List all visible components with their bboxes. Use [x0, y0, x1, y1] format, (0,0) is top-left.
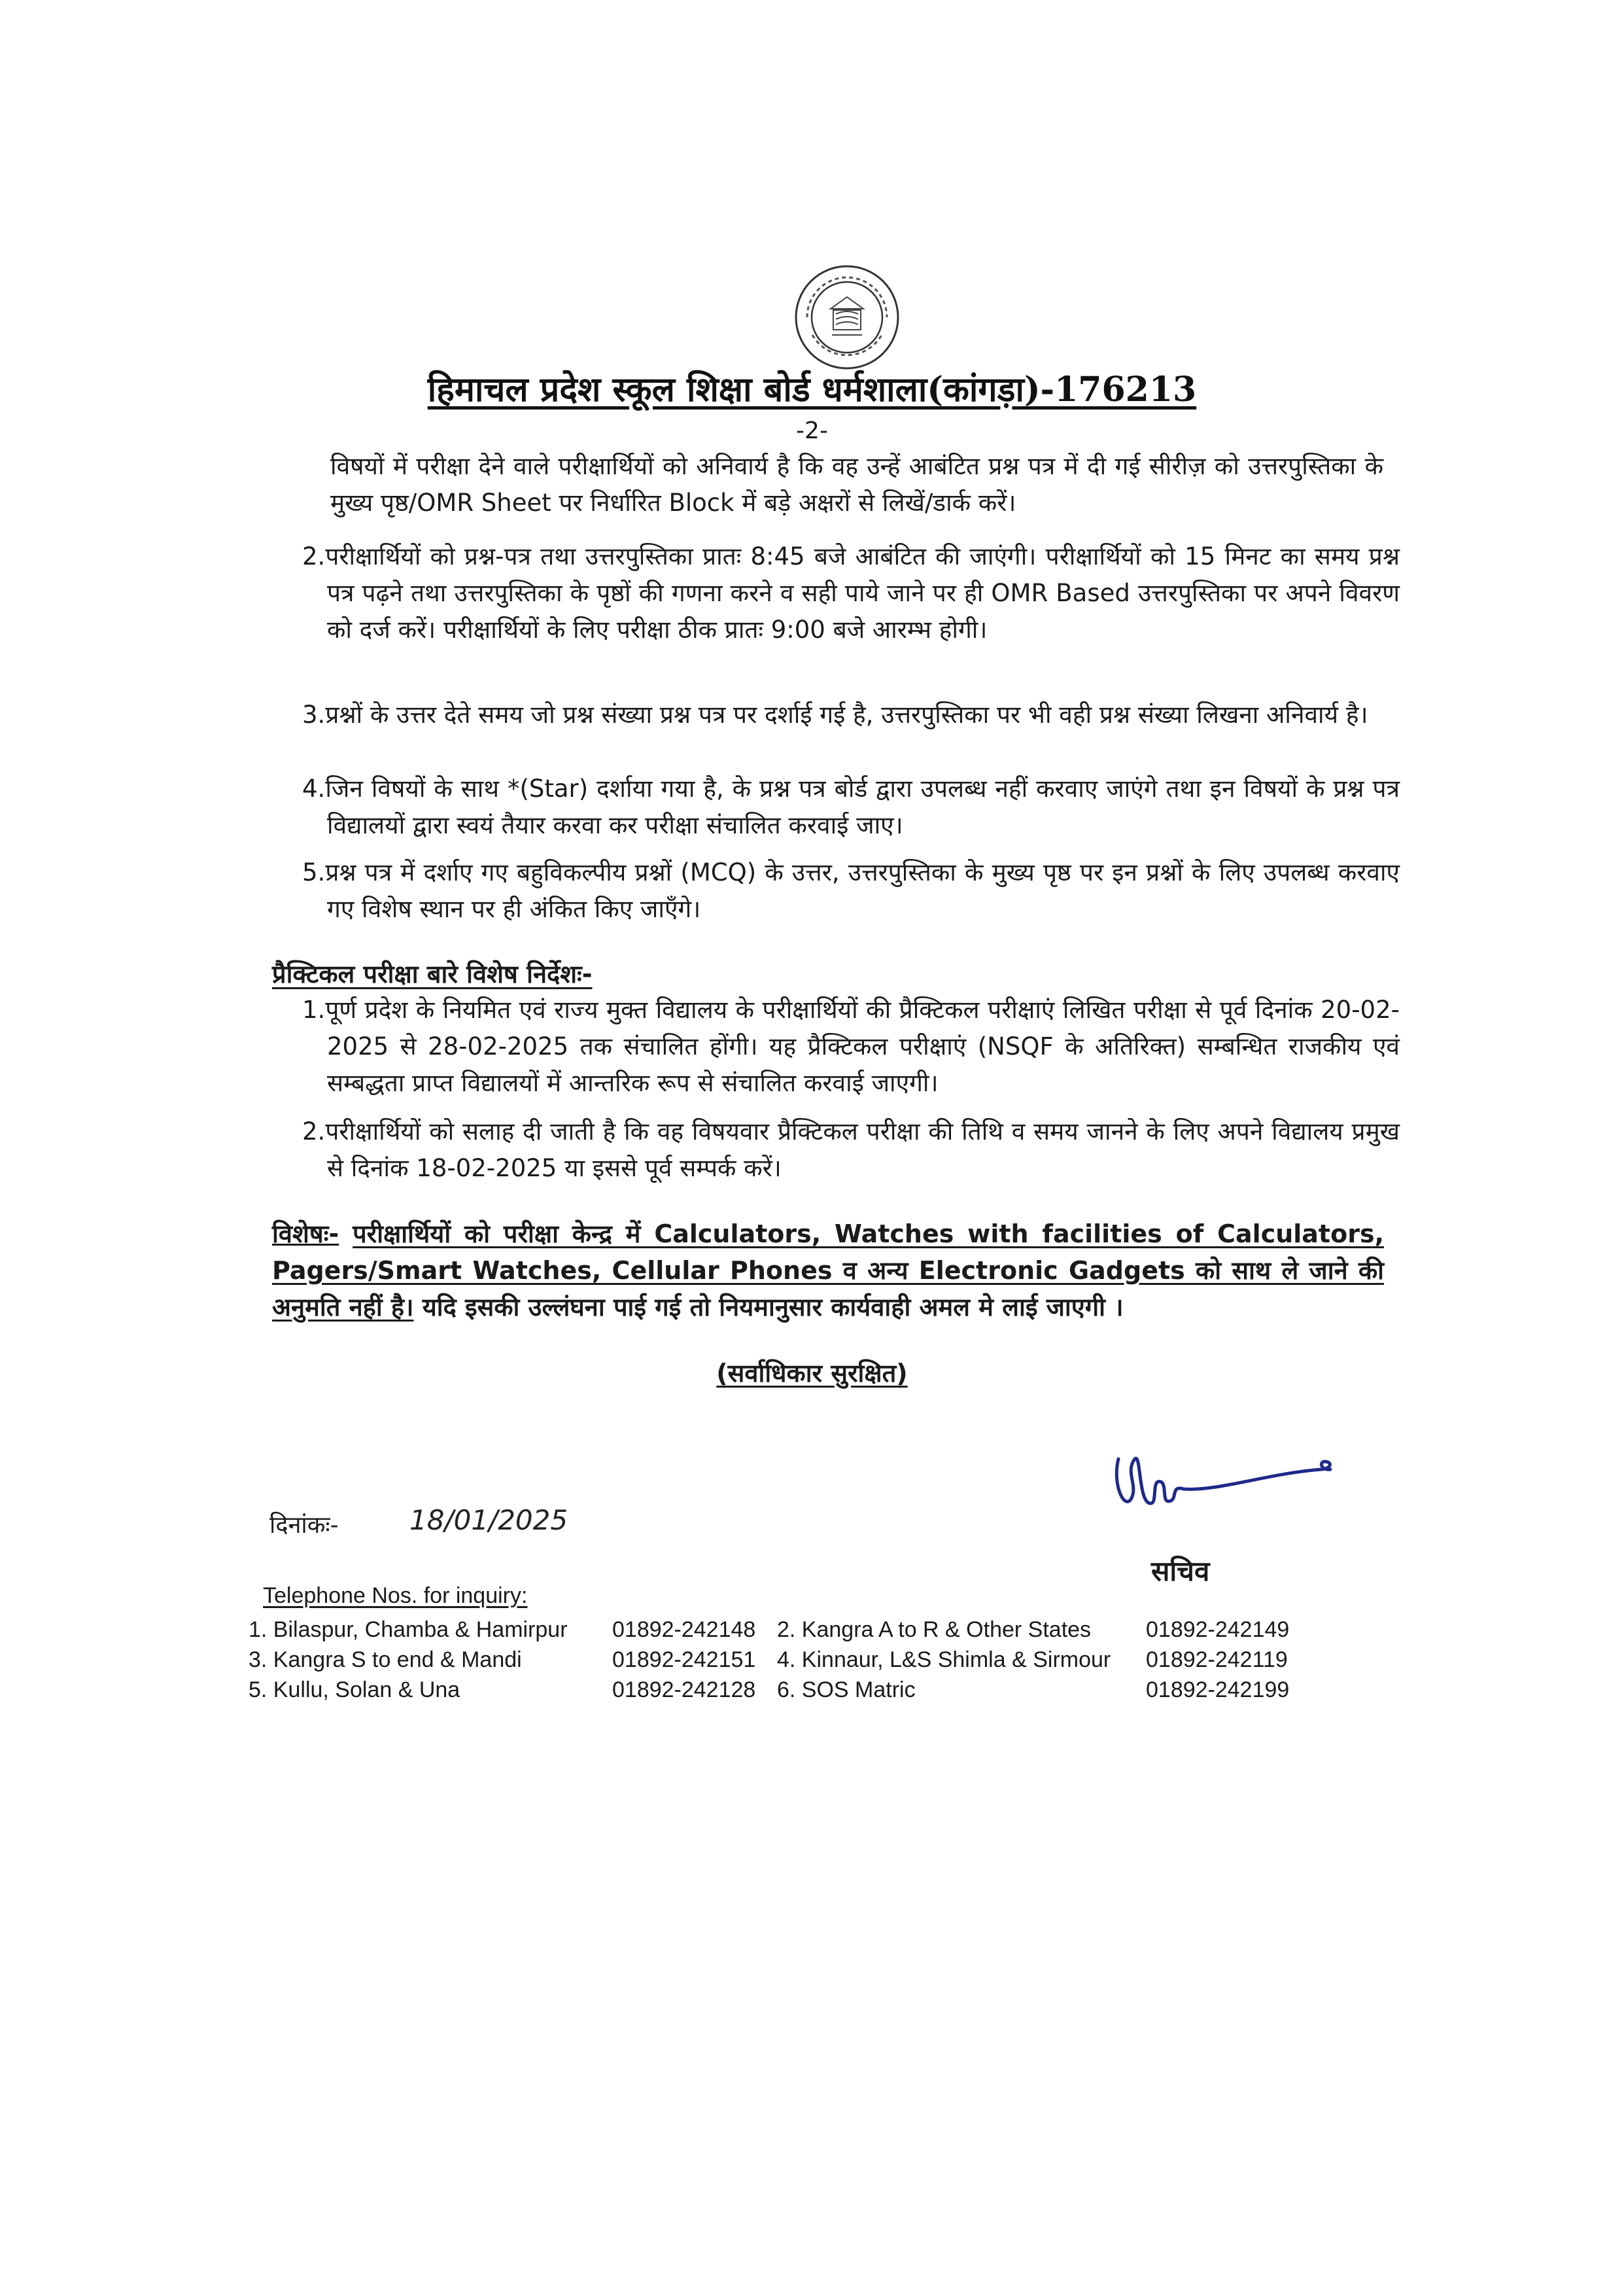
region-name: 1. Bilaspur, Chamba & Hamirpur [249, 1617, 568, 1642]
region-name: 4. Kinnaur, L&S Shimla & Sirmour [777, 1647, 1111, 1672]
notice-body: परीक्षार्थियों को परीक्षा केन्द्र में Calculators, Watches with facilities of Calculators, Pagers/Smart Watches, Cellular Phones व अन्य Electronic Gadgets को साथ ले जाने की अनुमति नहीं है। [272, 1219, 1384, 1322]
item-text: परीक्षार्थियों को प्रश्न-पत्र तथा उत्तरपुस्तिका प्रातः 8:45 बजे आबंटित की जाएंगी। परीक्षार्थियों को 15 मिनट का समय प्रश्न पत्र पढ़ने तथा उत्तरपुस्तिका के पृष्ठों की गणना करने व सही पाये जाने पर ही OMR Based उत्तरपुस्तिका पर अपने विवरण को दर्ज करें। परीक्षार्थियों के लिए परीक्षा ठीक प्रातः 9:00 बजे आरम्भ होगी। [325, 542, 1400, 644]
item-number: 1. [302, 996, 326, 1024]
item-number: 2. [302, 1117, 326, 1146]
board-seal-icon [793, 263, 901, 372]
item-text: प्रश्न पत्र में दर्शाए गए बहुविकल्पीय प्रश्नों (MCQ) के उत्तर, उत्तरपुस्तिका के मुख्य पृष्ठ पर इन प्रश्नों के लिए उपलब्ध करवाए गए विशेष स्थान पर ही अंकित किए जाएँगे। [325, 858, 1400, 923]
date-label: दिनांकः- [269, 1512, 339, 1539]
region-name: 5. Kullu, Solan & Una [249, 1677, 460, 1702]
practical-item [302, 1113, 1400, 1187]
signature [1105, 1433, 1354, 1531]
page-title: हिमाचल प्रदेश स्कूल शिक्षा बोर्ड धर्मशाला(कांगड़ा)-176213 [427, 370, 1197, 410]
item-text: पूर्ण प्रदेश के नियमित एवं राज्य मुक्त विद्यालय के परीक्षार्थियों की प्रैक्टिकल परीक्षाएं लिखित परीक्षा से पूर्व दिनांक 20-02-2025 से 28-02-2025 तक संचालित होंगी। यह प्रैक्टिकल परीक्षाएं (NSQF के अतिरिक्त) सम्बन्धित राजकीय एवं सम्बद्धता प्राप्त विद्यालयों में आन्तरिक रूप से संचालित करवाई जाएगी। [325, 996, 1400, 1097]
instruction-item [302, 538, 1400, 648]
instruction-item [302, 771, 1400, 844]
handwritten-date [406, 1498, 568, 1540]
page-number: -2- [796, 417, 828, 444]
seal-graphic [793, 263, 901, 372]
instruction-item [302, 854, 1400, 928]
phone-number: 01892-242148 [612, 1617, 756, 1642]
phone-title: Telephone Nos. for inquiry: [263, 1583, 528, 1608]
phone-number: 01892-242149 [1146, 1617, 1290, 1642]
date-value: 18/01/2025 [409, 1504, 568, 1536]
phone-number: 01892-242151 [612, 1647, 756, 1672]
practical-item [302, 992, 1400, 1102]
notice-label: विशेषः- [272, 1219, 339, 1248]
phone-number: 01892-242128 [612, 1677, 756, 1702]
region-name: 2. Kangra A to R & Other States [777, 1617, 1092, 1642]
rights-reserved: (सर्वाधिकार सुरक्षित) [716, 1359, 908, 1388]
phone-number: 01892-242199 [1146, 1677, 1290, 1702]
item-text: जिन विषयों के साथ *(Star) दर्शाया गया है, के प्रश्न पत्र बोर्ड द्वारा उपलब्ध नहीं करवाए जाएंगे तथा इन विषयों के प्रश्न पत्र विद्यालयों द्वारा स्वयं तैयार करवा कर परीक्षा संचालित करवाई जाए। [325, 775, 1400, 839]
item-text: प्रश्नों के उत्तर देते समय जो प्रश्न संख्या प्रश्न पत्र पर दर्शाई गई है, उत्तरपुस्तिका पर भी वही प्रश्न संख्या लिखना अनिवार्य है। [325, 701, 1368, 729]
special-notice [272, 1216, 1384, 1325]
instruction-item [302, 697, 1400, 733]
instruction-continuation: विषयों में परीक्षा देने वाले परीक्षार्थियों को अनिवार्य है कि वह उन्हें आबंटित प्रश्न पत्र में दी गई सीरीज़ को उत्तरपुस्तिका के मुख्य पृष्ठ/OMR Sheet पर निर्धारित Block में बड़े अक्षरों से लिखें/डार्क करें। [330, 452, 1383, 517]
region-name: 6. SOS Matric [777, 1677, 916, 1702]
item-number: 3. [302, 701, 326, 729]
phone-number: 01892-242119 [1146, 1647, 1288, 1672]
item-number: 2. [302, 542, 326, 570]
secretary-title: सचिव [1151, 1555, 1210, 1587]
item-number: 4. [302, 775, 326, 803]
item-text: परीक्षार्थियों को सलाह दी जाती है कि वह विषयवार प्रैक्टिकल परीक्षा की तिथि व समय जानने के लिए अपने विद्यालय प्रमुख से दिनांक 18-02-2025 या इससे पूर्व सम्पर्क करें। [325, 1117, 1400, 1182]
item-number: 5. [302, 858, 326, 886]
practical-heading: प्रैक्टिकल परीक्षा बारे विशेष निर्देशः- [272, 960, 593, 989]
notice-tail: यदि इसकी उल्लंघना पाई गई तो नियमानुसार कार्यवाही अमल मे लाई जाएगी । [422, 1293, 1124, 1322]
region-name: 3. Kangra S to end & Mandi [249, 1647, 522, 1672]
